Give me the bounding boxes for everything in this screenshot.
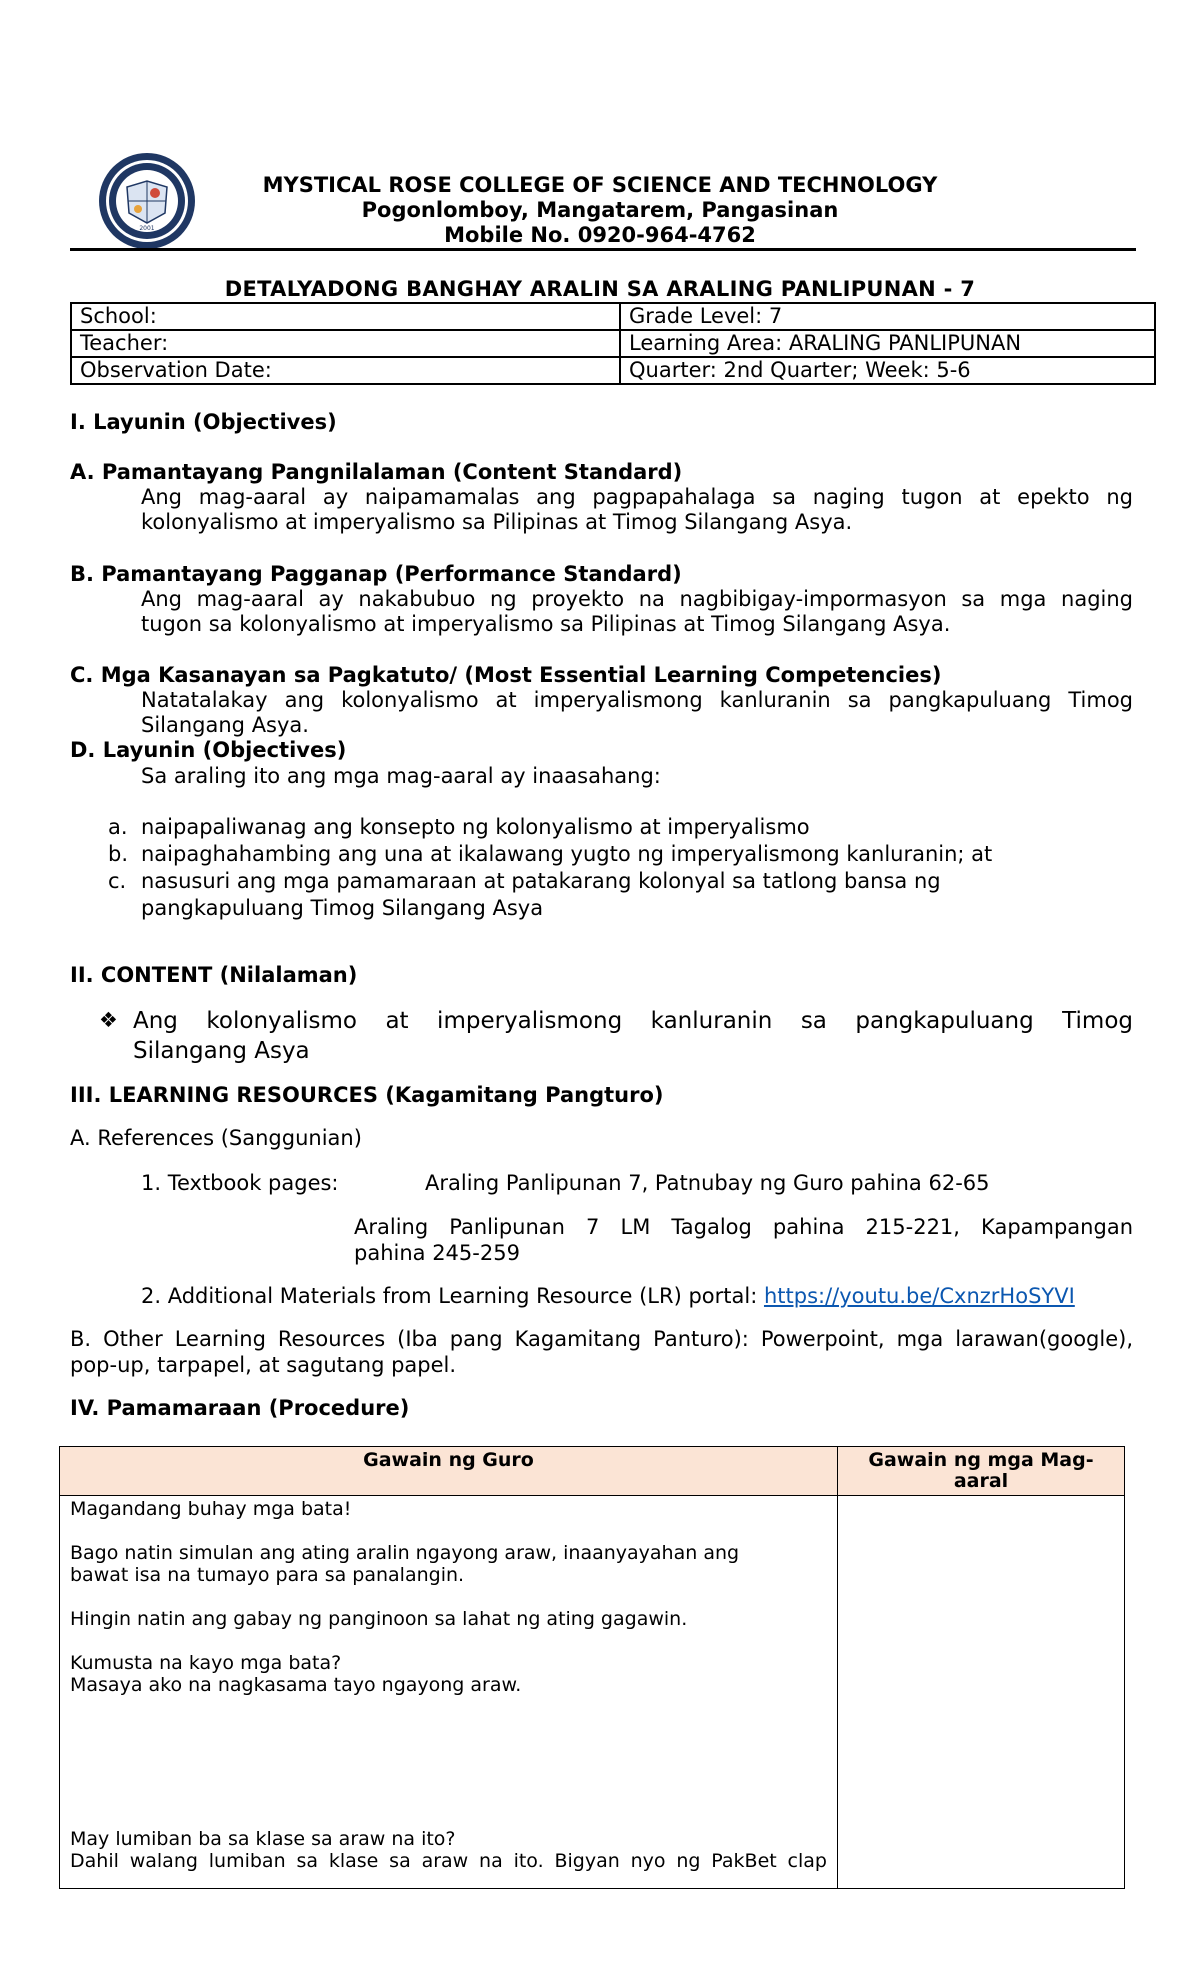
other-resources-text: pop-up, tarpapel, at sagutang papel. — [70, 1353, 457, 1377]
textbook-value-2: Araling Panlipunan 7 LM Tagalog pahina 215-221, Kapampangan — [354, 1215, 1133, 1239]
textbook-label: 1. Textbook pages: — [141, 1171, 339, 1195]
performance-standard-heading: B. Pamantayang Pagganap (Performance Standard) — [70, 562, 682, 586]
logo-year: 2001 — [139, 225, 155, 232]
list-text: naipapaliwanag ang konsepto ng kolonyalismo at imperyalismo — [141, 815, 810, 839]
list-marker: a. — [108, 815, 128, 839]
teacher-activity-cell — [60, 1496, 838, 1889]
procedure-line: bawat isa na tumayo para sa panalangin. — [70, 1564, 465, 1586]
resources-heading: III. LEARNING RESOURCES (Kagamitang Pangturo) — [70, 1083, 664, 1107]
textbook-value-2: pahina 245-259 — [354, 1241, 520, 1265]
col-student-activity: Gawain ng mga Mag-aaral — [838, 1447, 1125, 1496]
procedure-table — [59, 1446, 1125, 1889]
content-standard-text: Ang mag-aaral ay naipamamalas ang pagpapahalaga sa naging tugon at epekto ng — [141, 485, 1133, 509]
document-title: DETALYADONG BANGHAY ARALIN SA ARALING PANLIPUNAN - 7 — [224, 277, 976, 301]
content-standard-heading: A. Pamantayang Pangnilalaman (Content Standard) — [70, 460, 683, 484]
info-quarter: Quarter: 2nd Quarter; Week: 5-6 — [620, 357, 1155, 384]
school-address: Pogonlomboy, Mangatarem, Pangasinan — [361, 198, 839, 222]
list-text: naipaghahambing ang una at ikalawang yugto ng imperyalismong kanluranin; at — [141, 842, 993, 866]
competencies-text: Natatalakay ang kolonyalismo at imperyalismong kanluranin sa pangkapuluang Timog — [141, 688, 1133, 712]
diamond-bullet-icon: ❖ — [99, 1008, 118, 1032]
procedure-line jf: Bago natin simulan ang ating aralin ngayong araw, inaanyayahan ang — [70, 1542, 740, 1564]
additional-materials-label: 2. Additional Materials from Learning Resource (LR) portal: — [141, 1284, 758, 1308]
layunin-heading: D. Layunin (Objectives) — [70, 738, 347, 762]
list-text: nasusuri ang mga pamamaraan at patakarang kolonyal sa tatlong bansa ng — [141, 869, 941, 893]
procedure-header-row — [60, 1447, 1125, 1496]
other-resources-text: B. Other Learning Resources (Iba pang Kagamitang Panturo): Powerpoint, mga larawan(google), — [70, 1327, 1133, 1351]
procedure-line: Masaya ako na nagkasama tayo ngayong araw. — [70, 1674, 522, 1696]
content-heading: II. CONTENT (Nilalaman) — [70, 963, 358, 987]
additional-materials-row — [141, 1284, 1075, 1308]
content-text: Ang kolonyalismo at imperyalismong kanluranin sa pangkapuluang Timog — [133, 1008, 1133, 1034]
content-text: Silangang Asya — [133, 1038, 310, 1064]
objectives-heading: I. Layunin (Objectives) — [70, 410, 337, 434]
procedure-line: May lumiban ba sa klase sa araw na ito? — [70, 1828, 456, 1850]
info-observation-date: Observation Date: — [71, 357, 620, 384]
competencies-text: Silangang Asya. — [141, 713, 309, 737]
info-grade-level: Grade Level: 7 — [620, 303, 1155, 330]
procedure-line: Hingin natin ang gabay ng panginoon sa lahat ng ating gagawin. — [70, 1608, 688, 1630]
references-label: A. References (Sanggunian) — [70, 1126, 362, 1150]
info-teacher: Teacher: — [71, 330, 620, 357]
performance-standard-text: tugon sa kolonyalismo at imperyalismo sa Pilipinas at Timog Silangang Asya. — [141, 612, 951, 636]
youtube-link[interactable]: https://youtu.be/CxnzrHoSYVI — [763, 1284, 1075, 1308]
procedure-heading: IV. Pamamaraan (Procedure) — [70, 1396, 410, 1420]
info-row — [71, 303, 1155, 330]
competencies-heading: C. Mga Kasanayan sa Pagkatuto/ (Most Essential Learning Competencies) — [70, 663, 942, 687]
info-row — [71, 330, 1155, 357]
info-row — [71, 357, 1155, 384]
content-standard-text: kolonyalismo at imperyalismo sa Pilipinas at Timog Silangang Asya. — [141, 510, 853, 534]
list-marker: b. — [108, 842, 129, 866]
list-marker: c. — [108, 869, 127, 893]
procedure-line: Kumusta na kayo mga bata? — [70, 1652, 342, 1674]
school-name: MYSTICAL ROSE COLLEGE OF SCIENCE AND TECHNOLOGY — [262, 173, 938, 197]
info-learning-area: Learning Area: ARALING PANLIPUNAN — [620, 330, 1155, 357]
school-mobile: Mobile No. 0920-964-4762 — [444, 223, 756, 247]
header-rule — [70, 248, 1136, 251]
performance-standard-text: Ang mag-aaral ay nakabubuo ng proyekto na nagbibigay-impormasyon sa mga naging — [141, 587, 1133, 611]
list-text: pangkapuluang Timog Silangang Asya — [141, 896, 544, 920]
student-activity-cell — [838, 1496, 1125, 1889]
procedure-line: Magandang buhay mga bata! — [70, 1498, 352, 1520]
info-table — [70, 302, 1156, 385]
procedure-row — [60, 1496, 1125, 1889]
col-teacher-activity: Gawain ng Guro — [60, 1447, 838, 1496]
procedure-line: Dahil walang lumiban sa klase sa araw na ito. Bigyan nyo ng PakBet clap — [70, 1850, 827, 1872]
textbook-value: Araling Panlipunan 7, Patnubay ng Guro pahina 62-65 — [425, 1171, 990, 1195]
info-school: School: — [71, 303, 620, 330]
layunin-intro: Sa araling ito ang mga mag-aaral ay inaasahang: — [141, 764, 661, 788]
